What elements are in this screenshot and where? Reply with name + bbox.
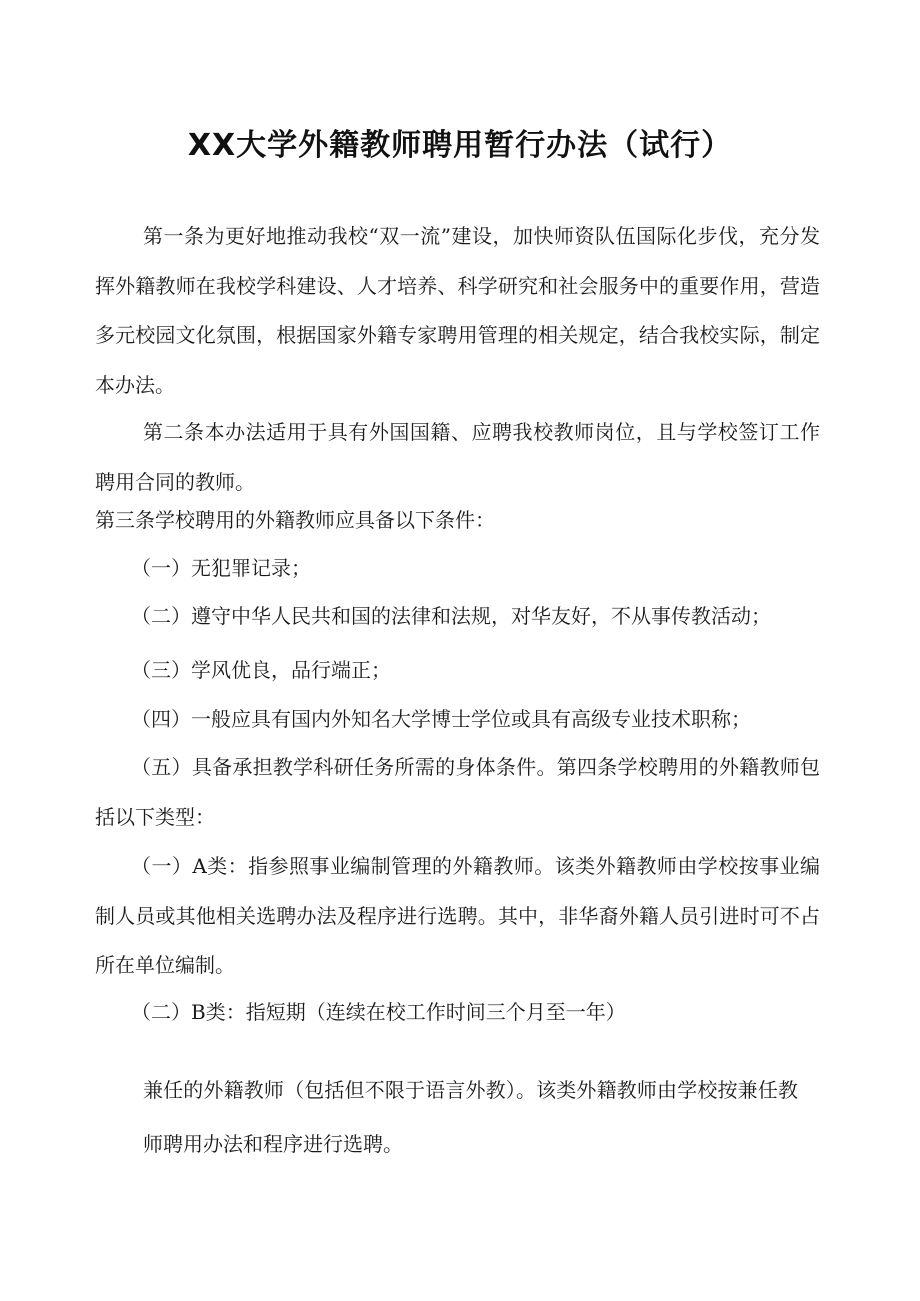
article-4-item-1: （一）A类：指参照事业编制管理的外籍教师。该类外籍教师由学校按事业编制人员或其他相关选聘办法及程序进行选聘。其中，非华裔外籍人员引进时可不占所在单位编制。 [95,854,820,977]
article-1: 第一条为更好地推动我校“双一流”建设，加快师资队伍国际化步伐，充分发挥外籍教师在我校学科建设、人才培养、科学研究和社会服务中的重要作用，营造多元校园文化氛围，根据国家外籍专家聘用管理的相关规定，结合我校实际，制定本办法。 [95,224,820,397]
article-4-item-2-continuation: 兼任的外籍教师（包括但不限于语言外教）。该类外籍教师由学校按兼任教师聘用办法和程序进行选聘。 [143,1078,798,1156]
article-3-item-2: （二）遵守中华人民共和国的法律和法规，对华友好，不从事传教活动； [131,604,771,628]
article-3-item-1: （一）无犯罪记录； [131,556,311,580]
article-3: 第三条学校聘用的外籍教师应具备以下条件： [95,508,495,532]
article-3-item-4: （四）一般应具有国内外知名大学博士学位或具有高级专业技术职称； [131,707,751,731]
document-title: XX大学外籍教师聘用暂行办法（试行） [187,128,733,163]
article-4-item-2: （二）B类：指短期（连续在校工作时间三个月至一年） [131,1000,626,1024]
article-3-item-5: （五）具备承担教学科研任务所需的身体条件。第四条学校聘用的外籍教师包括以下类型： [95,755,820,829]
article-3-item-3: （三）学风优良，品行端正； [131,658,391,682]
article-2: 第二条本办法适用于具有外国国籍、应聘我校教师岗位，且与学校签订工作聘用合同的教师。 [95,420,820,494]
